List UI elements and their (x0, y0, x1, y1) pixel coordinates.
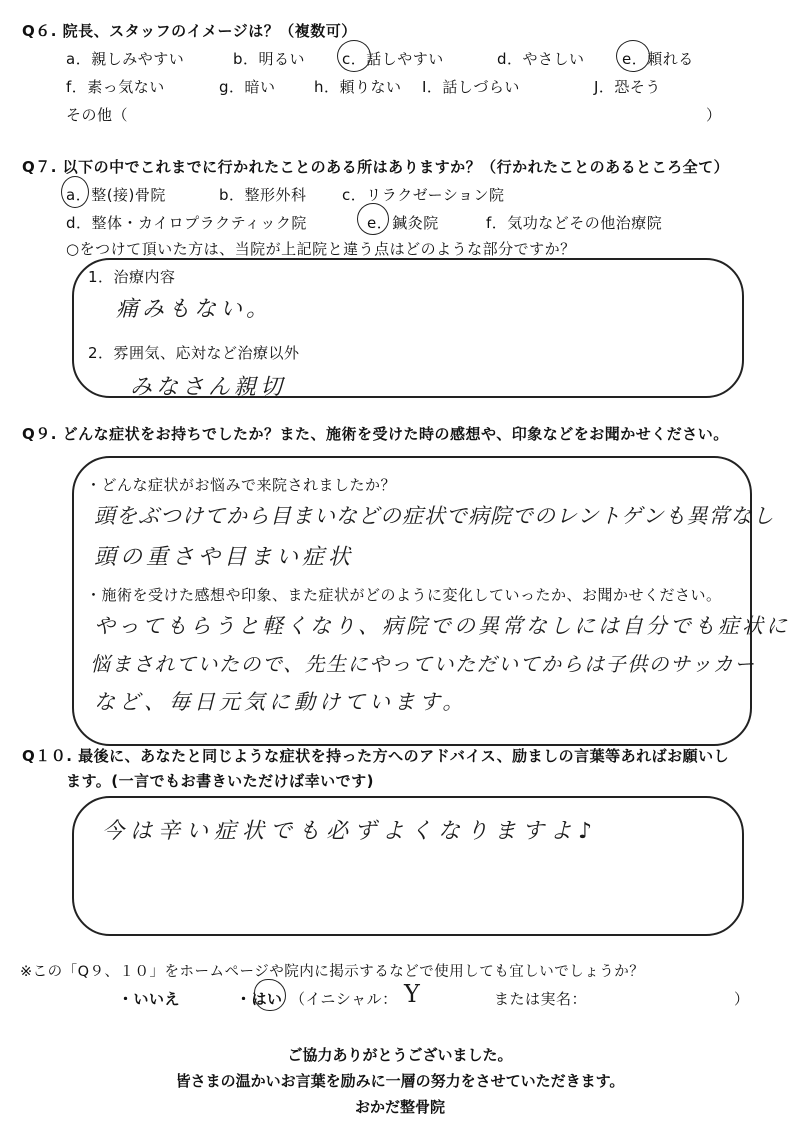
q9-ans1-line2: 頭の重さや目まい症状 (94, 545, 355, 570)
q7-option-f[interactable]: f．気功などその他治療院 (486, 214, 663, 232)
q7-option-e[interactable]: e．鍼灸院 (367, 214, 439, 232)
q6-option-i[interactable]: I．話しづらい (422, 78, 520, 96)
q7-item2-label: 2．雰囲気、応対など治療以外 (88, 344, 300, 362)
q6-title: Q６. 院長、スタッフのイメージは？（複数可） (22, 22, 357, 40)
consent-initial-value[interactable]: Y (404, 980, 424, 1008)
consent-no-option[interactable]: ・いいえ (118, 990, 181, 1008)
consent-initial-label: （イニシャル： (290, 990, 398, 1008)
q9-ans2-line1: やってもらうと軽くなり、病院での異常なしには自分でも症状に (94, 614, 790, 638)
q10-answer: 今は辛い症状でも必ずよくなりますよ♪ (102, 819, 599, 844)
q7-option-c[interactable]: c．リラクゼーション院 (342, 186, 505, 204)
q6-option-f[interactable]: f．素っ気ない (66, 78, 165, 96)
q6-option-e[interactable]: e．頼れる (622, 50, 694, 68)
q6-option-d[interactable]: d．やさしい (497, 50, 585, 68)
q6-c-selection-circle (337, 40, 371, 72)
q10-title-line2: ます。(一言でもお書きいただけば幸いです) (66, 772, 375, 790)
q6-other-label: その他（ (66, 106, 129, 124)
q9-title: Q９. どんな症状をお持ちでしたか？また、施術を受けた時の感想や、印象などをお聞かせください。 (22, 425, 729, 443)
q7-a-selection-circle (61, 176, 89, 208)
q9-ans1-line1: 頭をぶつけてから目まいなどの症状で病院でのレントゲンも異常なし (94, 504, 775, 528)
q6-option-j[interactable]: J．恐そう (594, 78, 661, 96)
q9-ans2-line2: 悩まされていたので、先生にやっていただいてからは子供のサッカー (90, 652, 756, 676)
q7-option-d[interactable]: d．整体・カイロプラクティック院 (66, 214, 307, 232)
q7-item1-answer: 痛みもない。 (116, 297, 273, 322)
q10-title-line1: Q１０. 最後に、あなたと同じような症状を持った方へのアドバイス、励ましの言葉等あればお願いし (22, 747, 730, 765)
footer-clinic-name: おかだ整骨院 (354, 1098, 445, 1116)
q7-title: Q７. 以下の中でこれまでに行かれたことのある所はありますか？（行かれたことのあるところ全て） (22, 158, 730, 176)
q6-option-c[interactable]: c．話しやすい (342, 50, 444, 68)
q9-ans2-line3: など、毎日元気に動けています。 (94, 690, 468, 714)
q6-option-b[interactable]: b．明るい (233, 50, 306, 68)
footer-thanks: ご協力ありがとうございました。 (287, 1046, 513, 1064)
consent-close: ） (734, 990, 750, 1008)
q6-option-g[interactable]: g．暗い (219, 78, 276, 96)
q7-e-selection-circle (357, 203, 389, 235)
consent-realname-label: または実名： (494, 990, 588, 1008)
q7-item1-label: 1．治療内容 (88, 268, 176, 286)
consent-yes-option[interactable]: ・はい (236, 990, 283, 1008)
q6-option-h[interactable]: h．頼りない (314, 78, 402, 96)
q7-followup: ○をつけて頂いた方は、当院が上記院と違う点はどのような部分ですか？ (66, 240, 576, 258)
q7-option-b[interactable]: b．整形外科 (219, 186, 307, 204)
footer-message: 皆さまの温かいお言葉を励みに一層の努力をさせていただきます。 (175, 1072, 625, 1090)
consent-question: ※この「Q９、１０」をホームページや院内に掲示するなどで使用しても宜しいでしょうか？ (20, 964, 645, 980)
q9-sub2: ・施術を受けた感想や印象、また症状がどのように変化していったか、お聞かせください。 (86, 586, 722, 604)
q6-e-selection-circle (616, 40, 650, 72)
consent-yes-selection-circle (254, 979, 286, 1011)
q6-other-close: ） (706, 106, 722, 124)
q9-sub1: ・どんな症状がお悩みで来院されましたか？ (86, 476, 397, 494)
q7-option-a[interactable]: a．整(接)骨院 (66, 186, 166, 204)
q7-item2-answer: みなさん親切 (130, 375, 287, 400)
q6-option-a[interactable]: a．親しみやすい (66, 50, 185, 68)
